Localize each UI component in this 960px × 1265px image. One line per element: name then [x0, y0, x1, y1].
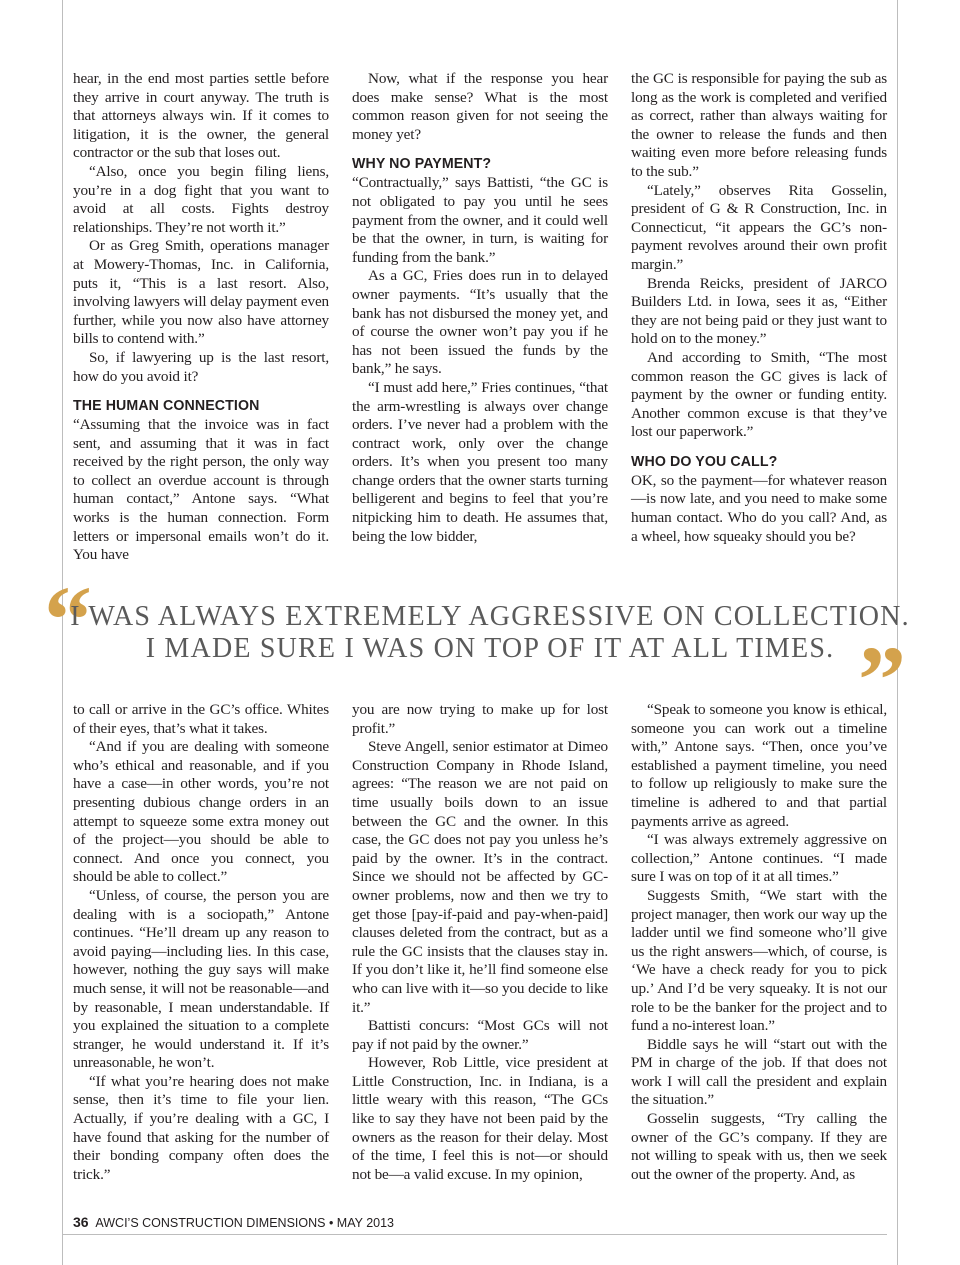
paragraph: “Lately,” observes Rita Gosselin, president of G & R Construction, Inc. in Connecticut, “it appears the GC’s non-payment revolves around their own profit margin.” — [631, 181, 887, 273]
paragraph: hear, in the end most parties settle before they arrive in court anyway. The truth is that attorneys always win. If it comes to litigation, it is the owner, the general contractor or the sub that loses out. — [73, 70, 329, 162]
footer-rule — [62, 1234, 887, 1235]
paragraph: Brenda Reicks, president of JARCO Builders Ltd. in Iowa, sees it as, “Either they are not being paid or they just want to hold on to the money.” — [631, 274, 887, 348]
paragraph: Suggests Smith, “We start with the project manager, then work our way up the ladder until we find someone who’ll give us the right answers—which, of course, is ‘We have a check ready for you to pick up.’ And I’d be very squeaky. It is not our role to be the banker for the project and to fund a no-interest loan.” — [631, 886, 887, 1035]
top-column-2 — [352, 70, 608, 546]
paragraph: However, Rob Little, vice president at Little Construction, Inc. in Indiana, is a little weary with this reason, “The GCs like to say they have not been paid by the owners as the reason for their delay. Most of the time, I feel this is not—or should not be—a valid excuse. In my opinion, — [352, 1054, 608, 1183]
paragraph: So, if lawyering up is the last resort, how do you avoid it? — [73, 348, 329, 385]
section-heading: THE HUMAN CONNECTION — [73, 397, 260, 415]
paragraph: to call or arrive in the GC’s office. Whites of their eyes, that’s what it takes. — [73, 701, 329, 737]
paragraph: “If what you’re hearing does not make sense, then it’s time to file your lien. Actually, if you’re dealing with a GC, I have found that asking for the number of their bonding company often does the trick.” — [73, 1072, 329, 1183]
paragraph: As a GC, Fries does run in to delayed owner payments. “It’s usually that the bank has not disbursed the money yet, and of course the owner won’t pay you if he has not been issued the funds by the bank,” he says. — [352, 267, 608, 378]
paragraph: “And if you are dealing with someone who’s ethical and reasonable, and if you have a case—in other words, you’re not presenting dubious change orders in an attempt to squeeze some extra money out of the project—you should be able to connect. And once you connect, you should be able to collect.” — [73, 738, 329, 886]
paragraph: OK, so the payment—for whatever reason—is now late, and you need to make some human contact. Who do you call? And, as a wheel, how squeaky should you be? — [631, 471, 887, 545]
pull-quote-line-1: I WAS ALWAYS EXTREMELY AGGRESSIVE ON COLLECTION. — [70, 601, 910, 632]
publication-line: AWCI’S CONSTRUCTION DIMENSIONS • MAY 2013 — [95, 1216, 395, 1230]
top-column-1 — [73, 70, 329, 565]
page-number: 36 — [73, 1214, 89, 1230]
close-quote-icon: ” — [858, 626, 906, 733]
section-heading: WHY NO PAYMENT? — [352, 155, 492, 173]
section-heading: WHO DO YOU CALL? — [631, 453, 778, 471]
pull-quote-line-2: I MADE SURE I WAS ON TOP OF IT AT ALL TIMES. — [145, 633, 835, 664]
paragraph: “Also, once you begin filing liens, you’re in a dog fight that you want to avoid at all costs. Fights destroy relationships. They’re not worth it.” — [73, 162, 329, 236]
paragraph: And according to Smith, “The most common reason the GC gives is lack of payment by the owner or funding entity. Another common excuse is that they’ve lost our paperwork.” — [631, 348, 887, 441]
paragraph: you are now trying to make up for lost profit.” — [352, 701, 608, 737]
paragraph: Biddle says he will “start out with the PM in charge of the job. If that does not work I will call the president and explain the situation.” — [631, 1035, 887, 1109]
paragraph: “Unless, of course, the person you are dealing with is a sociopath,” Antone continues. “He’ll dream up any reason to avoid paying—including lies. In this case, however, nothing the guy says will make much sense, it will not be reasonable—and by reasonable, I mean understandable. If you explained the situation to a complete stranger, he would understand it. If it’s unreasonable, he won’t. — [73, 886, 329, 1072]
paragraph: Or as Greg Smith, operations manager at Mowery-Thomas, Inc. in California, puts it, “This is a last resort. Also, involving lawyers will delay payment even further, while you now also have attorney bills to contend with.” — [73, 237, 329, 348]
open-quote-icon: “ — [44, 566, 92, 673]
paragraph: Battisti concurs: “Most GCs will not pay if not paid by the owner.” — [352, 1017, 608, 1053]
bottom-column-3 — [631, 701, 887, 1184]
paragraph: Steve Angell, senior estimator at Dimeo Construction Company in Rhode Island, agrees: “The reason we are not paid on time usually boils down to an issue between the GC and the owner. In this case, the GC does not pay you unless he’s paid by the owner. It’s in the contract. Since we should not be affected by GC-owner problems, now and then we try to get those [pay-if-paid and pay-when-paid] clauses deleted from the contract, but as a rule the GC insists that the clauses stay in. If you don’t like it, he’ll find someone else who can live with it—so you decide to like it.” — [352, 738, 608, 1016]
pull-quote — [60, 595, 920, 670]
paragraph: “I must add here,” Fries continues, “that the arm-wrestling is always over change orders. I’ve never had a problem with the contract work, only over the change orders. It’s when you present too many change orders that the owner starts turning belligerent and begins to feel that you’re nitpicking him to death. He assumes that, being the low bidder, — [352, 378, 608, 545]
paragraph: “Assuming that the invoice was in fact sent, and assuming that it was in fact received by the right person, the only way to collect an overdue account is through human contact,” Antone says. “What works is the human connection. Form letters or impersonal emails won’t do it. You have — [73, 416, 329, 564]
page-footer — [73, 1214, 394, 1230]
paragraph: the GC is responsible for paying the sub as long as the work is completed and verified as correct, rather than always waiting for the owner to release the funds and then waiting even more before releasing funds to the sub.” — [631, 70, 887, 180]
paragraph: “Speak to someone you know is ethical, someone you can work out a timeline with,” Antone says. “Then, once you’ve established a payment timeline, you need to follow up religiously to make sure the timeline is adhered to and that partial payments arrive as agreed. — [631, 701, 887, 830]
paragraph: Now, what if the response you hear does make sense? What is the most common reason given for not seeing the money yet? — [352, 70, 608, 143]
paragraph: Gosselin suggests, “Try calling the owner of the GC’s company. If they are not willing to speak with us, then we seek out the owner of the property. And, as — [631, 1110, 887, 1183]
bottom-column-2 — [352, 701, 608, 1184]
paragraph: “I was always extremely aggressive on collection,” Antone continues. “I made sure I was on top of it at all times.” — [631, 831, 887, 886]
bottom-column-1 — [73, 701, 329, 1184]
paragraph: “Contractually,” says Battisti, “the GC is not obligated to pay you until he sees payment from the owner, and it could well be that the owner, in turn, is waiting for funding from the bank.” — [352, 174, 608, 266]
top-column-3 — [631, 70, 887, 546]
